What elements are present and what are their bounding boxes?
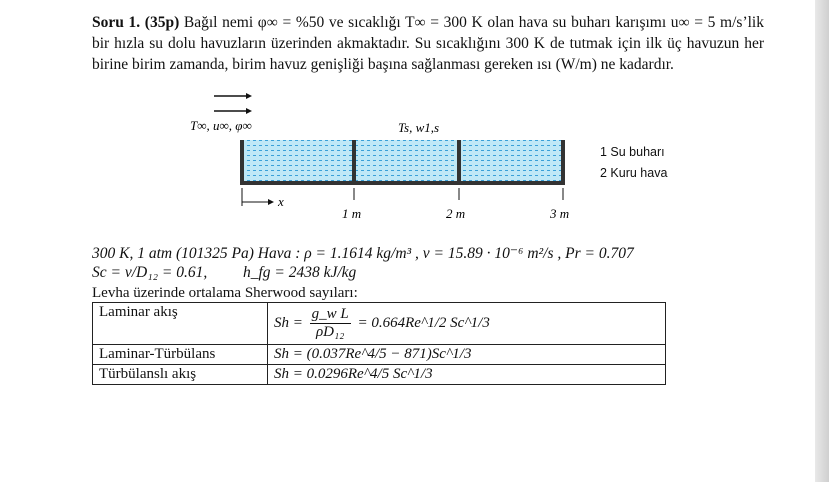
species-legend [600, 142, 667, 184]
properties-line-2 [92, 263, 772, 282]
sherwood-table [92, 302, 666, 385]
formula-cell: Sh = 0.0296Re^4/5 Sc^1/3 [268, 365, 666, 385]
formula-cell: Sh = (0.037Re^4/5 − 871)Sc^1/3 [268, 345, 666, 365]
problem-statement [92, 12, 764, 75]
regime-cell: Laminar-Türbülans [93, 345, 268, 365]
legend-item-air: 2 Kuru hava [600, 166, 668, 180]
pool-wall-1 [352, 140, 356, 184]
surface-label: Ts, w1,s [398, 120, 440, 135]
legend-item-vapor: 1 Su buharı [600, 145, 665, 159]
pool-wall-left [240, 140, 244, 184]
properties-line-1: 300 K, 1 atm (101325 Pa) Hava : ρ = 1.1614 kg/m³ , v = 15.89 · 10⁻⁶ m²/s , Pr = 0.707 [92, 245, 634, 262]
pool-floor [240, 181, 565, 185]
problem-text: Bağıl nemi φ∞ = %50 ve sıcaklığı T∞ = 300 K olan hava su buharı karışımı u∞ = 5 m/s’lik bir hızla su dolu havuzların üzerinden akmaktadır. Su sıcaklığını 300 K de tutmak için ilk üç havuzun her birine birim zamanda, birim havuz genişliği başına sağlanması gereken ısı (W/m) ne kadardır. [92, 14, 764, 73]
pool-wall-right [561, 140, 565, 184]
tick-label-2: 2 m [446, 206, 466, 221]
pool-wall-2 [457, 140, 461, 184]
regime-cell: Laminar akış [93, 303, 268, 345]
pool-diagram [180, 88, 600, 228]
fraction-numerator: g_w L [311, 306, 349, 322]
formula-rhs: = 0.664Re^1/2 Sc^1/3 [357, 314, 490, 331]
x-label: x [278, 194, 284, 209]
water-body [242, 140, 562, 182]
latent-heat: h_fg = 2438 kJ/kg [242, 264, 357, 281]
problem-number: Soru 1. (35p) [92, 14, 180, 31]
schmidt-number: Sc = v/D₁₂ = 0.61, [92, 264, 208, 281]
air-properties [92, 244, 772, 282]
formula-fraction [310, 306, 351, 341]
tick-label-1: 1 m [342, 206, 362, 221]
formula-lhs: Sh = [274, 314, 303, 331]
table-caption: Levha üzerinde ortalama Sherwood sayıları: [92, 285, 358, 301]
table-row [93, 303, 666, 345]
table-row [93, 365, 666, 385]
tick-label-3: 3 m [550, 206, 570, 221]
inflow-label: T∞, u∞, φ∞ [190, 118, 252, 133]
right-edge-shadow [815, 0, 829, 482]
formula-cell [268, 303, 666, 345]
regime-cell: Türbülanslı akış [93, 365, 268, 385]
fraction-denominator: ρD₁₂ [315, 324, 345, 340]
table-row [93, 345, 666, 365]
